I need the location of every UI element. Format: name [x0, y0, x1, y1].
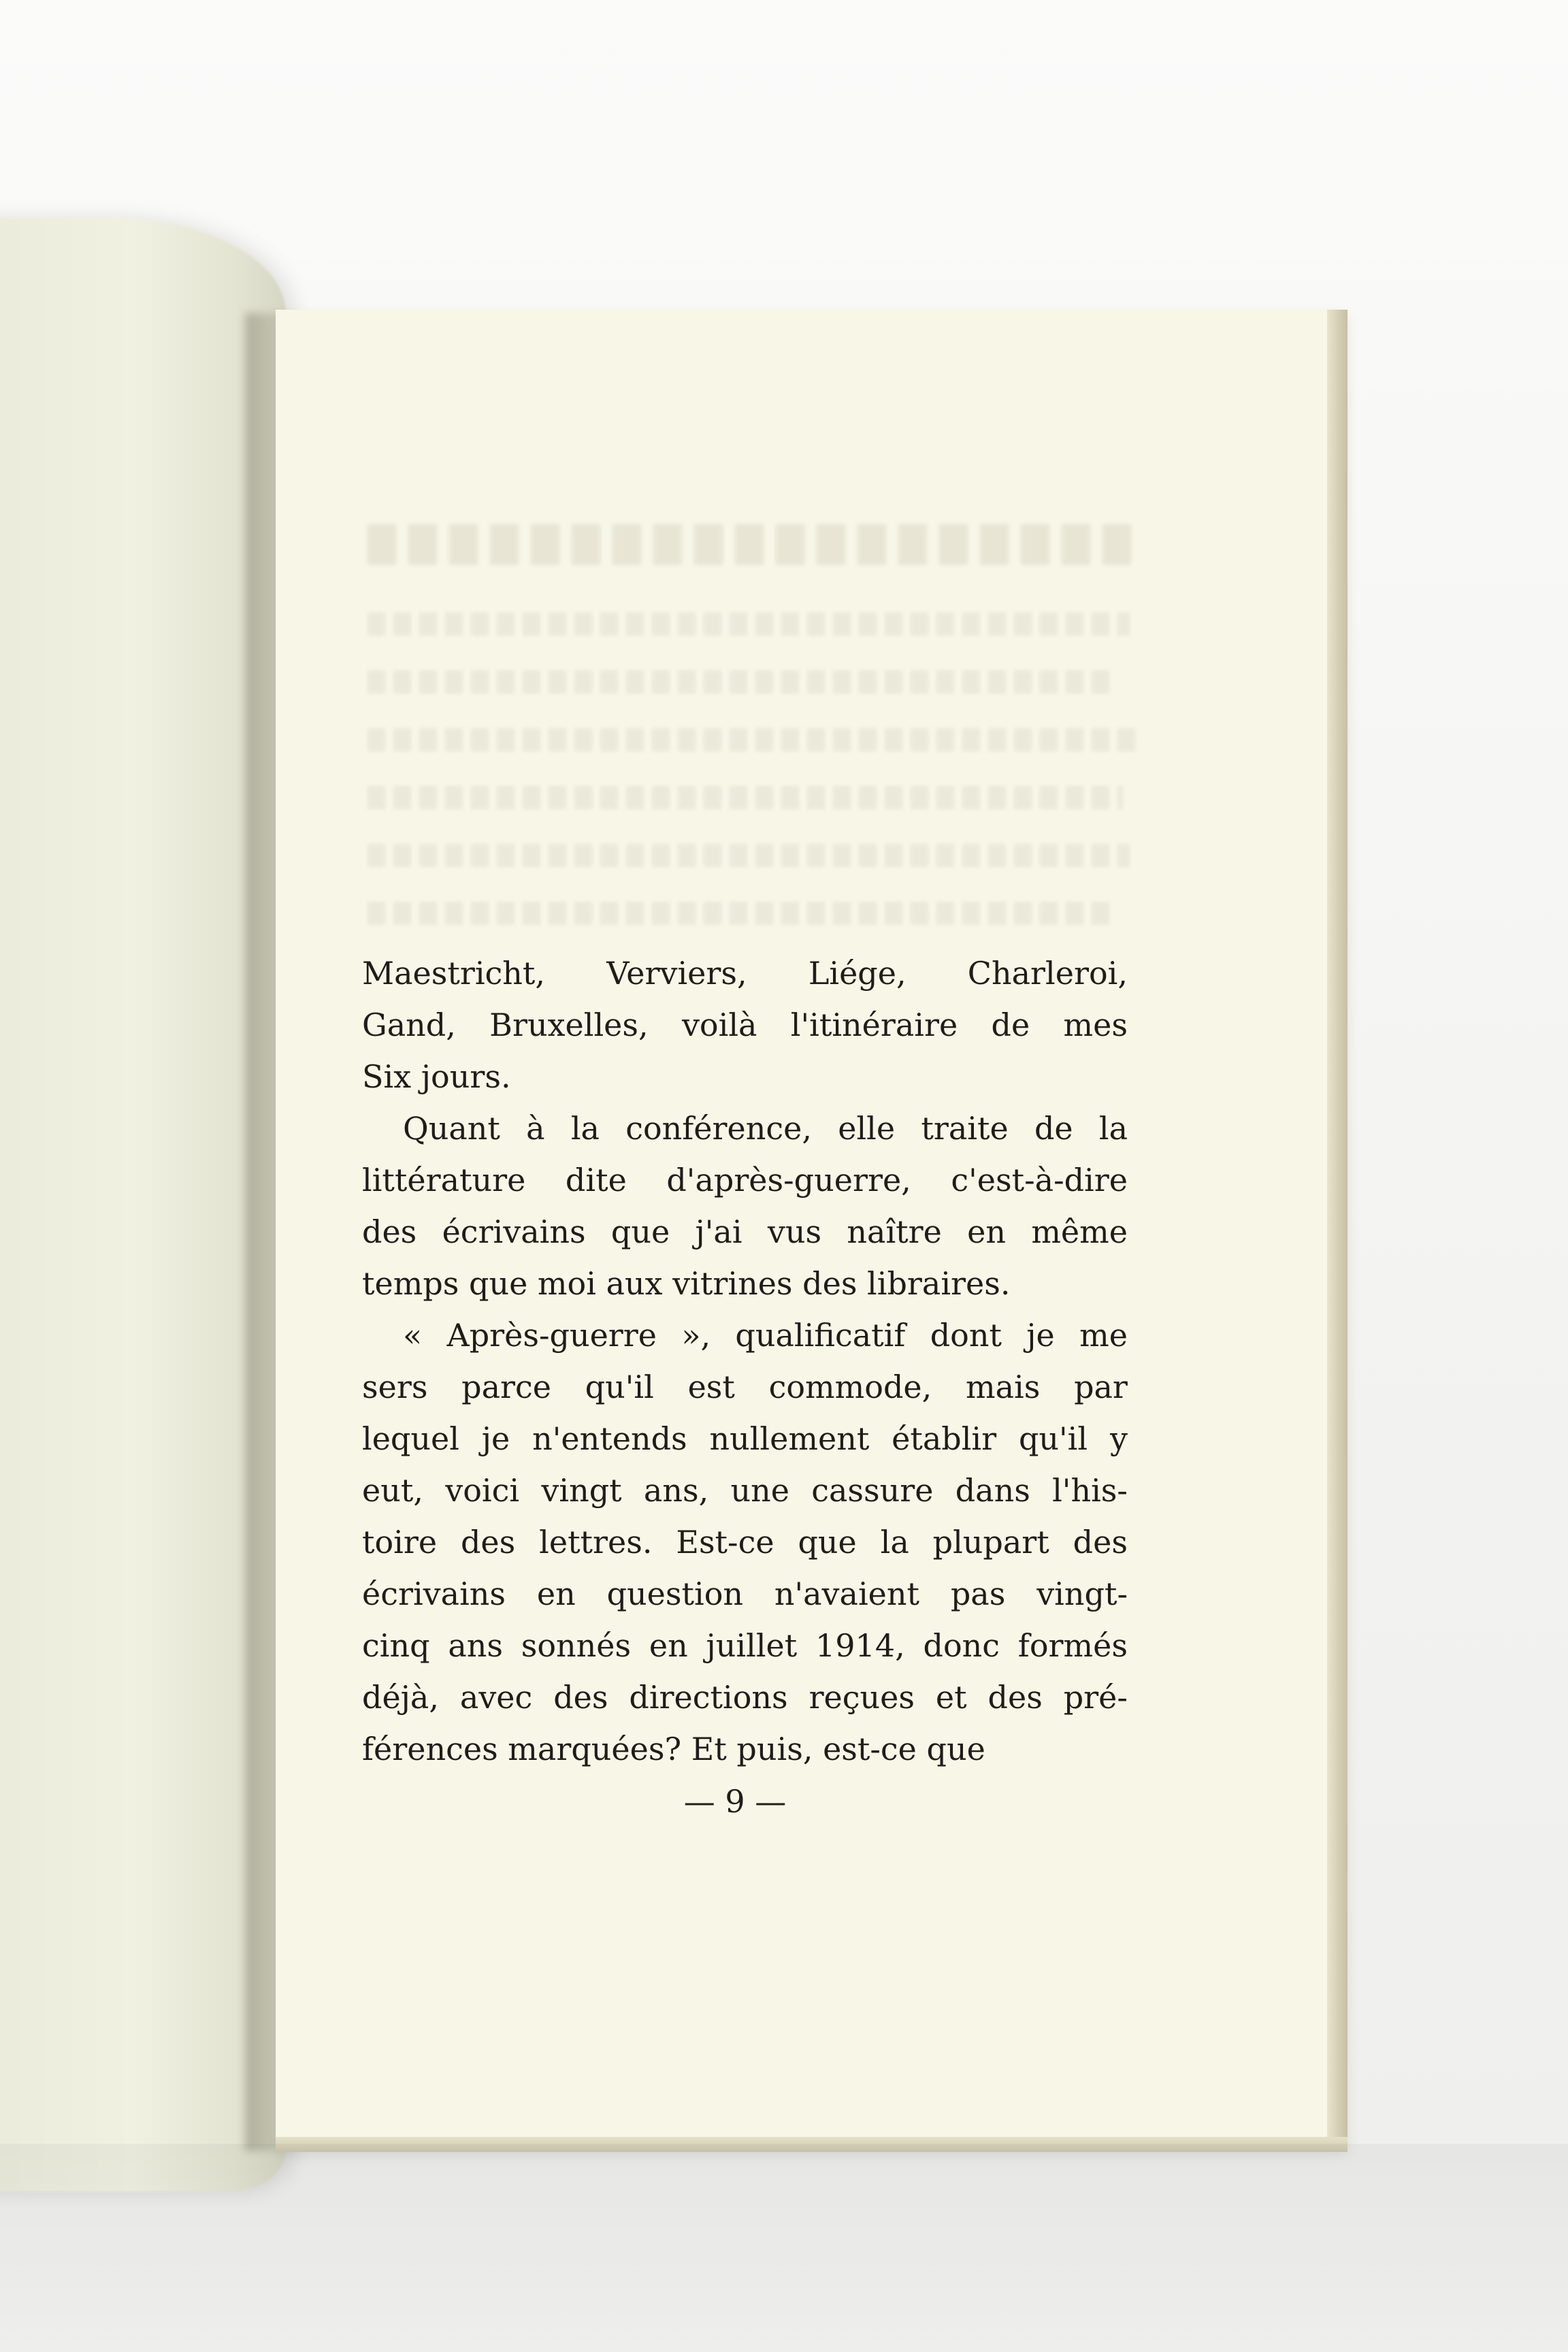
show-through-line — [368, 786, 1123, 809]
text-line: toire des lettres. Est-ce que la plupart des — [362, 1524, 1128, 1561]
text-line: « Après-guerre », qualificatif dont je me — [403, 1317, 1128, 1354]
text-line: Gand, Bruxelles, voilà l'itinéraire de mes — [362, 1007, 1128, 1043]
show-through-line — [368, 728, 1137, 751]
paragraph — [362, 1309, 1128, 1775]
show-through-line — [368, 670, 1116, 693]
text-line: eut, voici vingt ans, une cassure dans l'his- — [362, 1472, 1128, 1509]
text-line: écrivains en question n'avaient pas vingt- — [362, 1575, 1128, 1612]
table-shadow — [0, 2144, 1568, 2352]
text-line: déjà, avec des directions reçues et des pré- — [362, 1679, 1128, 1716]
paragraph — [362, 947, 1128, 1102]
text-line: sers parce qu'il est commode, mais par — [362, 1369, 1128, 1405]
text-line: cinq ans sonnés en juillet 1914, donc formés — [362, 1627, 1128, 1664]
text-line: Maestricht, Verviers, Liége, Charleroi, — [362, 955, 1128, 992]
text-line: temps que moi aux vitrines des libraires. — [362, 1265, 1011, 1302]
text-line: férences marquées? Et puis, est-ce que — [362, 1731, 985, 1767]
show-through-line — [368, 612, 1130, 636]
text-line: littérature dite d'après-guerre, c'est-à-dire — [362, 1162, 1128, 1198]
show-through-line — [368, 902, 1109, 925]
left-page — [0, 218, 286, 2191]
page-edge — [1327, 310, 1348, 2147]
text-line: Quant à la conférence, elle traite de la — [403, 1110, 1128, 1147]
page-text — [362, 947, 1128, 1775]
paragraph — [362, 1102, 1128, 1309]
show-through-heading — [368, 524, 1143, 565]
page-number: — 9 — — [683, 1783, 787, 1820]
text-line: Six jours. — [362, 1058, 511, 1095]
show-through-line — [368, 844, 1130, 867]
text-line: des écrivains que j'ai vus naître en même — [362, 1213, 1128, 1250]
text-line: lequel je n'entends nullement établir qu'il y — [362, 1420, 1128, 1457]
